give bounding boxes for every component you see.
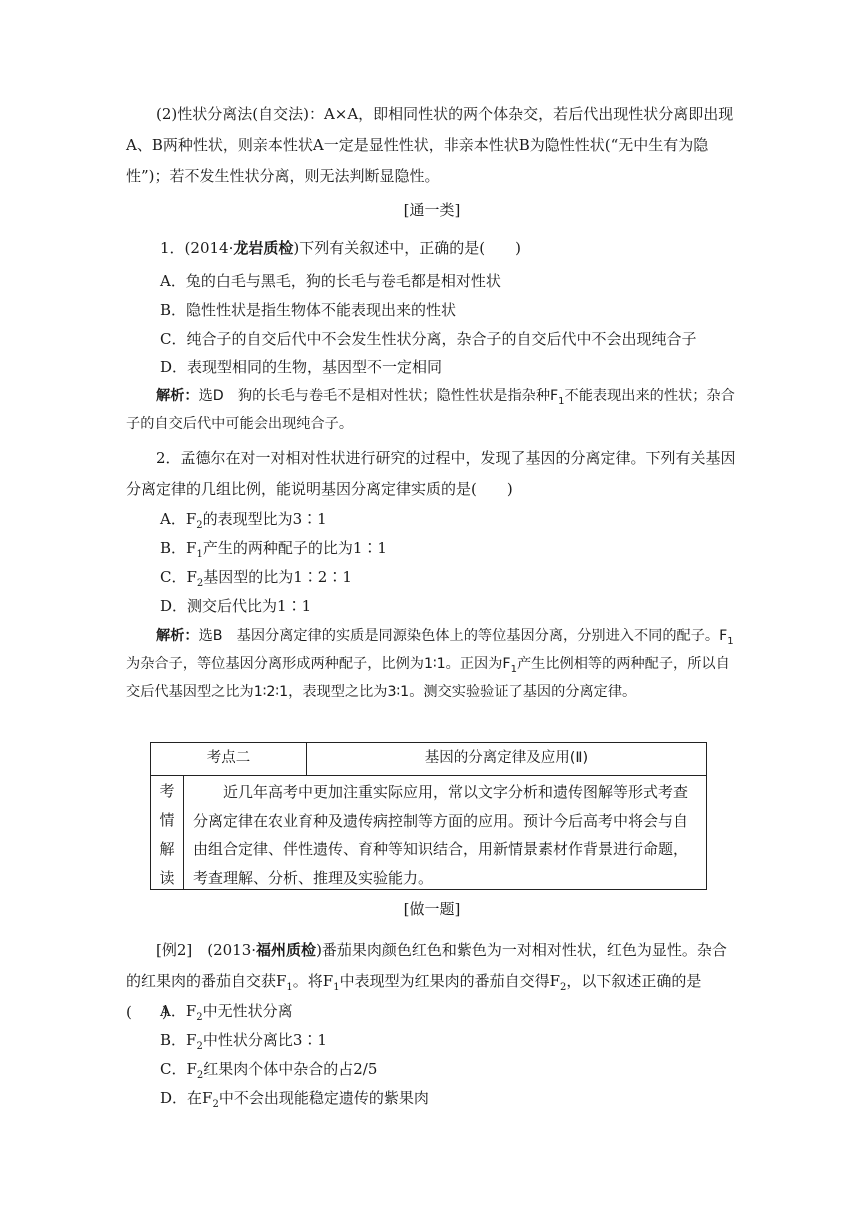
exam-point-table [150,742,707,890]
analysis-label: 解析： [156,388,199,404]
question-2-option-c: C．$F_2$基因型的比为1∶2∶1 [160,568,352,589]
question-2-stem: 2．孟德尔在对一对相对性状进行研究的过程中，发现了基因的分离定律。下列有关基因分离定律的几组比例，能说明基因分离定律实质的是( ) [126,449,736,498]
question-2-option-a: A．$F_2$的表现型比为3∶1 [160,510,327,531]
example-2-source: 福州质检 [256,941,317,959]
table-header [151,743,706,776]
table-side-label [151,776,184,889]
question-1-analysis: 解析：选D 狗的长毛与卷毛不是相对性状；隐性性状是指杂种$F_1$不能表现出来的性状；杂合子的自交后代中可能会出现纯合子。 [126,388,735,432]
question-1-option-c: C．纯合子的自交后代中不会发生性状分离，杂合子的自交后代中不会出现纯合子 [160,330,697,348]
side-char: 解 [159,840,175,858]
side-char: 情 [159,811,175,829]
question-2-analysis: 解析：选B 基因分离定律的实质是同源染色体上的等位基因分离，分别进入不同的配子。$F_1$为杂合子，等位基因分离形成两种配子，比例为1∶1。正因为$F_1$产生比例相等的两种配子，所以自交后代基因型之比为1∶2∶1，表现型之比为3∶1。测交实验验证了基因的分离定律。 [126,628,734,700]
side-char: 考 [159,782,175,800]
table-header-right: 基因的分离定律及应用(Ⅱ) [424,750,589,766]
question-1-option-d: D．表现型相同的生物，基因型不一定相同 [160,358,443,376]
example-2-option-a: A．$F_2$中无性状分离 [160,1002,293,1023]
question-2-option-b: B．$F_1$产生的两种配子的比为1∶1 [160,539,387,560]
question-1-prefix: 1．(2014· [160,239,234,257]
example-2-option-d: D．在$F_2$中不会出现能稳定遗传的紫果肉 [160,1089,429,1110]
question-1-option-b: B．隐性性状是指生物体不能表现出来的性状 [160,301,457,319]
intro-paragraph: (2)性状分离法(自交法)：A×A，即相同性状的两个体杂交，若后代出现性状分离即出现A、B两种性状，则亲本性状A一定是显性性状，非亲本性状B为隐性性状(“无中生有为隐性”)；若不发生性状分离，则无法判断显隐性。 [126,105,734,185]
section-title-tong-yi-lei: [通一类] [403,201,461,219]
question-1-stem [160,237,521,259]
table-header-left: 考点二 [151,743,307,775]
example-2-option-b: B．$F_2$中性状分离比3∶1 [160,1031,327,1052]
question-2-option-d: D．测交后代比为1∶1 [160,597,312,615]
example-2-option-c: C．$F_2$红果肉个体中杂合的占2/5 [160,1060,378,1081]
question-1-option-a: A．兔的白毛与黑毛，狗的长毛与卷毛都是相对性状 [160,272,501,290]
side-char: 读 [159,869,175,887]
table-body-text: 近几年高考中更加注重实际应用，常以文字分析和遗传图解等形式考查分离定律在农业育种及遗传病控制等方面的应用。预计今后高考中将会与自由组合定律、伴性遗传、育种等知识结合，用新情景素材作背景进行命题，考查理解、分析、推理及实验能力。 [193,783,689,887]
section-title-zuo-yi-ti: [做一题] [403,900,461,918]
example-2-stem: [例2] (2013·福州质检)番茄果肉颜色红色和紫色为一对相对性状，红色为显性。杂合的红果肉的番茄自交获$F_1$。将$F_1$中表现型为红果肉的番茄自交得$F_2$，以下叙述正确的是( ) [126,941,727,1021]
question-1-text: )下列有关叙述中，正确的是( ) [293,239,521,257]
analysis-label: 解析： [156,628,199,644]
question-1-source: 龙岩质检 [233,239,294,257]
